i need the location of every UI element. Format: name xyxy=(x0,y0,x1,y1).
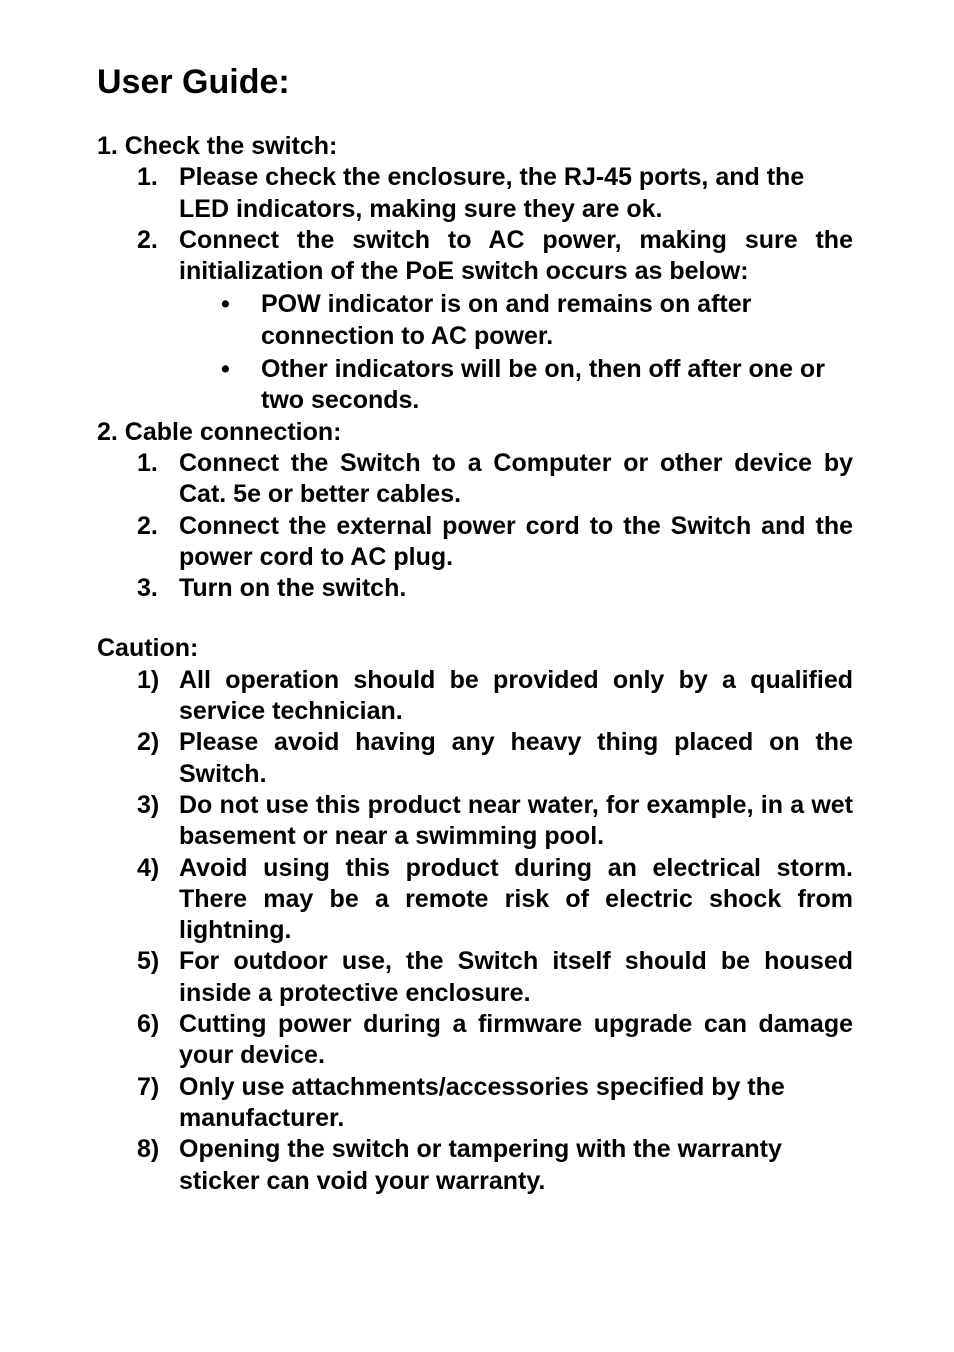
list-item-text: All operation should be provided only by a qualified service technician. xyxy=(179,665,853,726)
list-item xyxy=(97,162,853,225)
list-marker: 2) xyxy=(137,728,160,757)
list-item xyxy=(97,573,853,604)
bullet-text: POW indicator is on and remains on after connection to AC power. xyxy=(261,290,752,350)
list-item-text: Connect the switch to AC power, making sure the initialization of the PoE switch occurs as below: xyxy=(179,225,853,286)
list-item xyxy=(97,1009,853,1072)
list-item-text: Please check the enclosure, the RJ-45 ports, and the LED indicators, making sure they are ok. xyxy=(179,163,805,223)
list-item xyxy=(97,511,853,574)
list-item xyxy=(97,727,853,790)
bullet-marker: • xyxy=(221,355,230,384)
section-heading-cable-connection: 2. Cable connection: xyxy=(97,417,342,446)
list-item-text: Please avoid having any heavy thing placed on the Switch. xyxy=(179,728,853,788)
page-title: User Guide: xyxy=(97,63,290,101)
list-item-text: For outdoor use, the Switch itself should be housed inside a protective enclosure. xyxy=(179,947,853,1007)
bullet-marker: • xyxy=(221,290,230,319)
list-item xyxy=(97,665,853,728)
spacer xyxy=(97,604,853,633)
list-item-text: Turn on the switch. xyxy=(179,574,407,603)
list-marker: 1. xyxy=(137,448,158,477)
list-item-text: Only use attachments/accessories specified by the manufacturer. xyxy=(179,1072,785,1132)
list-item-text: Connect the external power cord to the Switch and the power cord to AC plug. xyxy=(179,511,853,571)
list-item xyxy=(97,1134,853,1197)
list-item-text: Opening the switch or tampering with the warranty sticker can void your warranty. xyxy=(179,1135,782,1195)
list-marker: 1) xyxy=(137,665,160,694)
list-item-text: Do not use this product near water, for example, in a wet basement or near a swimming pool. xyxy=(179,790,853,851)
bullet-text: Other indicators will be on, then off after one or two seconds. xyxy=(261,355,825,415)
list-marker: 7) xyxy=(137,1072,160,1101)
list-marker: 2. xyxy=(137,511,158,540)
list-marker: 2. xyxy=(137,225,158,254)
list-marker: 3) xyxy=(137,790,160,819)
list-item xyxy=(97,448,853,511)
list-item xyxy=(97,790,853,853)
section-heading-check-switch: 1. Check the switch: xyxy=(97,132,338,160)
bullet-item xyxy=(97,289,853,352)
list-marker: 6) xyxy=(137,1010,160,1039)
list-item xyxy=(97,1072,853,1135)
list-marker: 8) xyxy=(137,1135,160,1164)
list-item-text: Avoid using this product during an electrical storm. There may be a remote risk of electric shock from lightning. xyxy=(179,853,853,945)
bullet-item xyxy=(97,354,853,417)
list-marker: 3. xyxy=(137,574,158,603)
section-heading-caution: Caution: xyxy=(97,634,199,663)
document-body xyxy=(97,131,853,1197)
list-item xyxy=(97,946,853,1009)
list-item-text: Connect the Switch to a Computer or other device by Cat. 5e or better cables. xyxy=(179,448,853,509)
list-marker: 5) xyxy=(137,947,160,976)
list-item-text: Cutting power during a firmware upgrade can damage your device. xyxy=(179,1010,853,1070)
list-item xyxy=(97,853,853,947)
list-marker: 1. xyxy=(137,163,158,192)
list-item xyxy=(97,225,853,288)
list-marker: 4) xyxy=(137,853,160,882)
